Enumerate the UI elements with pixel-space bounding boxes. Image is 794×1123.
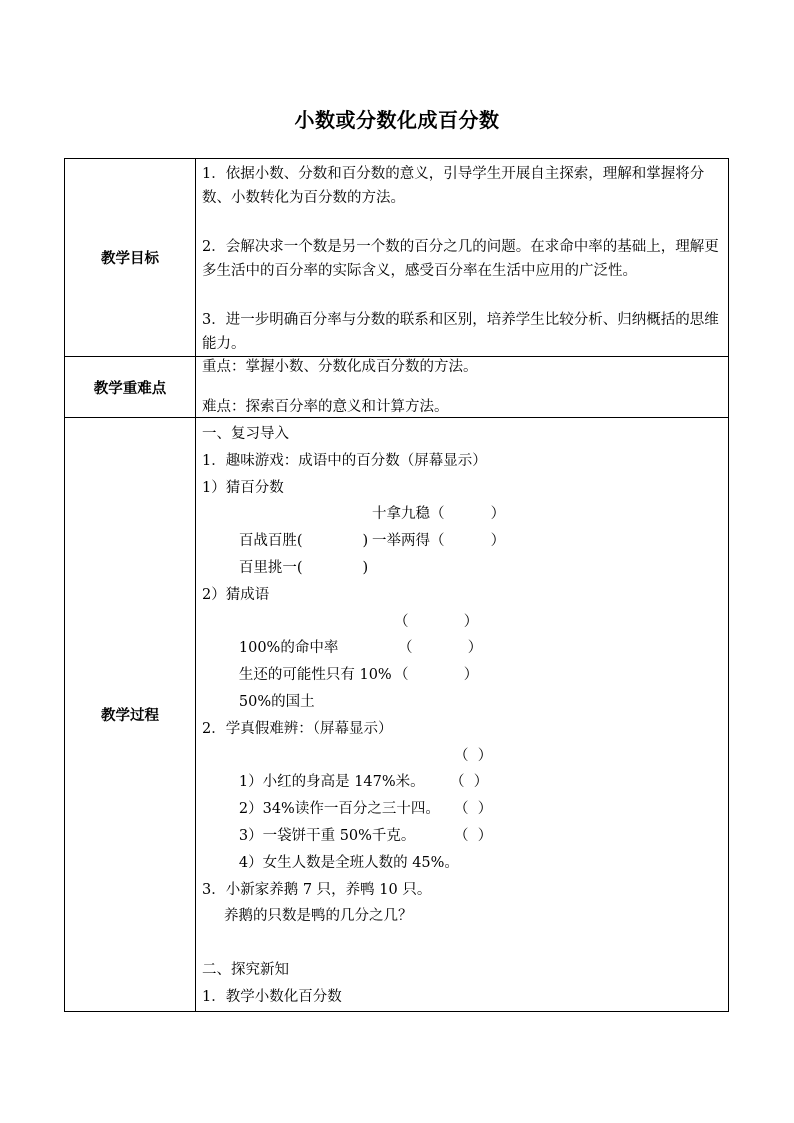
true-false-item xyxy=(196,796,728,844)
objective-item: 3．进一步明确百分率与分数的联系和区别，培养学生比较分析、归纳概括的思维能力。 xyxy=(202,312,719,352)
process-content xyxy=(196,418,729,1012)
statement-text: 3）一袋饼干重 50%千克。 xyxy=(238,827,416,844)
guess-idiom-title: 2）猜成语 xyxy=(202,586,270,603)
percent-row xyxy=(196,635,728,684)
lesson-plan-table xyxy=(64,158,729,1012)
process-label: 教学过程 xyxy=(65,418,196,1012)
judgement-blank: （ ） xyxy=(454,801,493,818)
answer-blank: （ ） xyxy=(394,613,479,630)
game-title: 1．趣味游戏：成语中的百分数（屏幕显示） xyxy=(202,452,487,469)
statement-text: 1）小红的身高是 147%米。 xyxy=(238,774,425,791)
true-false-item xyxy=(196,769,728,818)
idiom-item: 十拿九稳（ ） xyxy=(372,506,506,523)
section-heading: 一、复习导入 xyxy=(202,426,289,442)
judgement-blank: （ ） xyxy=(454,827,493,844)
word-problem-line: 3．小新家养鹅 7 只，养鸭 10 只。 xyxy=(202,881,432,898)
answer-blank: （ ） xyxy=(394,667,479,684)
section-heading: 二、探究新知 xyxy=(202,961,289,978)
keypoints-content xyxy=(196,357,729,418)
objective-item: 1．依据小数、分数和百分数的意义，引导学生开展自主探索，理解和掌握将分数、小数转化为百分数的方法。 xyxy=(202,166,705,206)
true-false-title: 2．学真假难辨：（屏幕显示） xyxy=(202,720,393,737)
statement-text: 4）女生人数是全班人数的 45%。 xyxy=(238,854,459,871)
objectives-label: 教学目标 xyxy=(65,159,196,357)
idiom-row xyxy=(196,528,728,576)
objectives-row xyxy=(65,159,729,357)
idiom-item: 百战百胜( ) xyxy=(238,533,369,550)
process-row xyxy=(65,418,729,1012)
objectives-content xyxy=(196,159,729,357)
guess-percent-title: 1）猜百分数 xyxy=(202,479,284,496)
percent-text: 100%的命中率 xyxy=(238,640,339,657)
keypoints-label: 教学重难点 xyxy=(65,357,196,418)
idiom-item: 一举两得（ ） xyxy=(372,533,506,550)
true-false-item xyxy=(196,743,728,791)
objective-item: 2．会解决求一个数是另一个数的百分之几的问题。在求命中率的基础上，理解更多生活中的百分率的实际含义，感受百分率在生活中应用的广泛性。 xyxy=(202,239,719,279)
judgement-blank: （ ） xyxy=(454,747,493,764)
idiom-item: 百里挑一( ) xyxy=(238,559,369,576)
decimal-task-title: 1．教学小数化百分数 xyxy=(202,988,342,1005)
percent-text: 生还的可能性只有 10% xyxy=(238,667,392,684)
answer-blank: （ ） xyxy=(398,640,483,657)
percent-row xyxy=(196,662,728,710)
true-false-item xyxy=(196,823,728,871)
percent-text: 50%的国土 xyxy=(238,693,315,710)
judgement-blank: （ ） xyxy=(450,774,489,791)
page-title: 小数或分数化成百分数 xyxy=(294,108,500,132)
key-difficulty: 难点：探索百分率的意义和计算方法。 xyxy=(202,399,449,415)
statement-text: 2）34%读作一百分之三十四。 xyxy=(238,801,440,818)
percent-row xyxy=(196,609,728,657)
word-problem-question: 养鹅的只数是鸭的几分之几？ xyxy=(224,908,413,925)
key-focus: 重点：掌握小数、分数化成百分数的方法。 xyxy=(202,359,478,375)
keypoints-row xyxy=(65,357,729,418)
